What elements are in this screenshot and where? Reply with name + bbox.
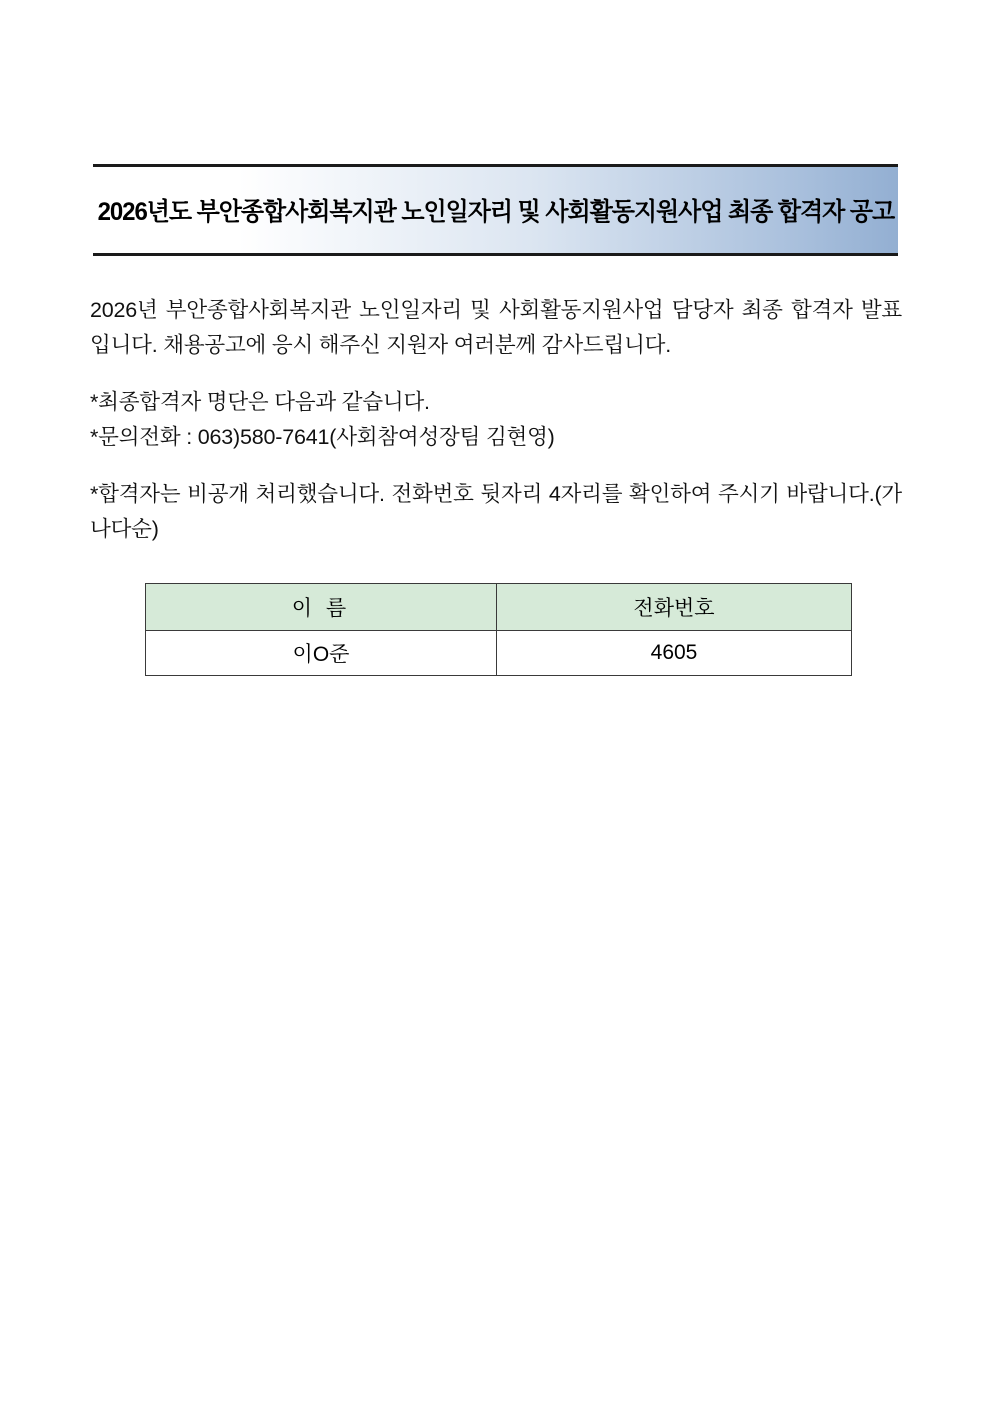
title-banner: [93, 164, 898, 256]
table-header-phone: 전화번호: [497, 584, 852, 631]
table-header-name: 이 름: [146, 584, 497, 631]
table-row: [146, 631, 852, 676]
privacy-note-paragraph: *합격자는 비공개 처리했습니다. 전화번호 뒷자리 4자리를 확인하여 주시기 바랍니다.(가나다순): [90, 482, 902, 541]
page-title: 2026년도 부안종합사회복지관 노인일자리 및 사회활동지원사업 최종 합격자 공고: [97, 198, 894, 226]
contact-paragraph: *문의전화 : 063)580-7641(사회참여성장팀 김현영): [90, 425, 555, 449]
table-header-row: [146, 584, 852, 631]
paragraph-spacer-2: [90, 455, 902, 477]
cell-phone: 4605: [497, 631, 852, 676]
intro-paragraph: 2026년 부안종합사회복지관 노인일자리 및 사회활동지원사업 담당자 최종 합격자 발표입니다. 채용공고에 응시 해주신 지원자 여러분께 감사드립니다.: [90, 298, 902, 357]
cell-name: 이O준: [146, 631, 497, 676]
paragraph-spacer: [90, 363, 902, 385]
list-note-paragraph: *최종합격자 명단은 다음과 같습니다.: [90, 390, 430, 414]
document-body: [90, 293, 902, 547]
results-table: [145, 583, 852, 676]
